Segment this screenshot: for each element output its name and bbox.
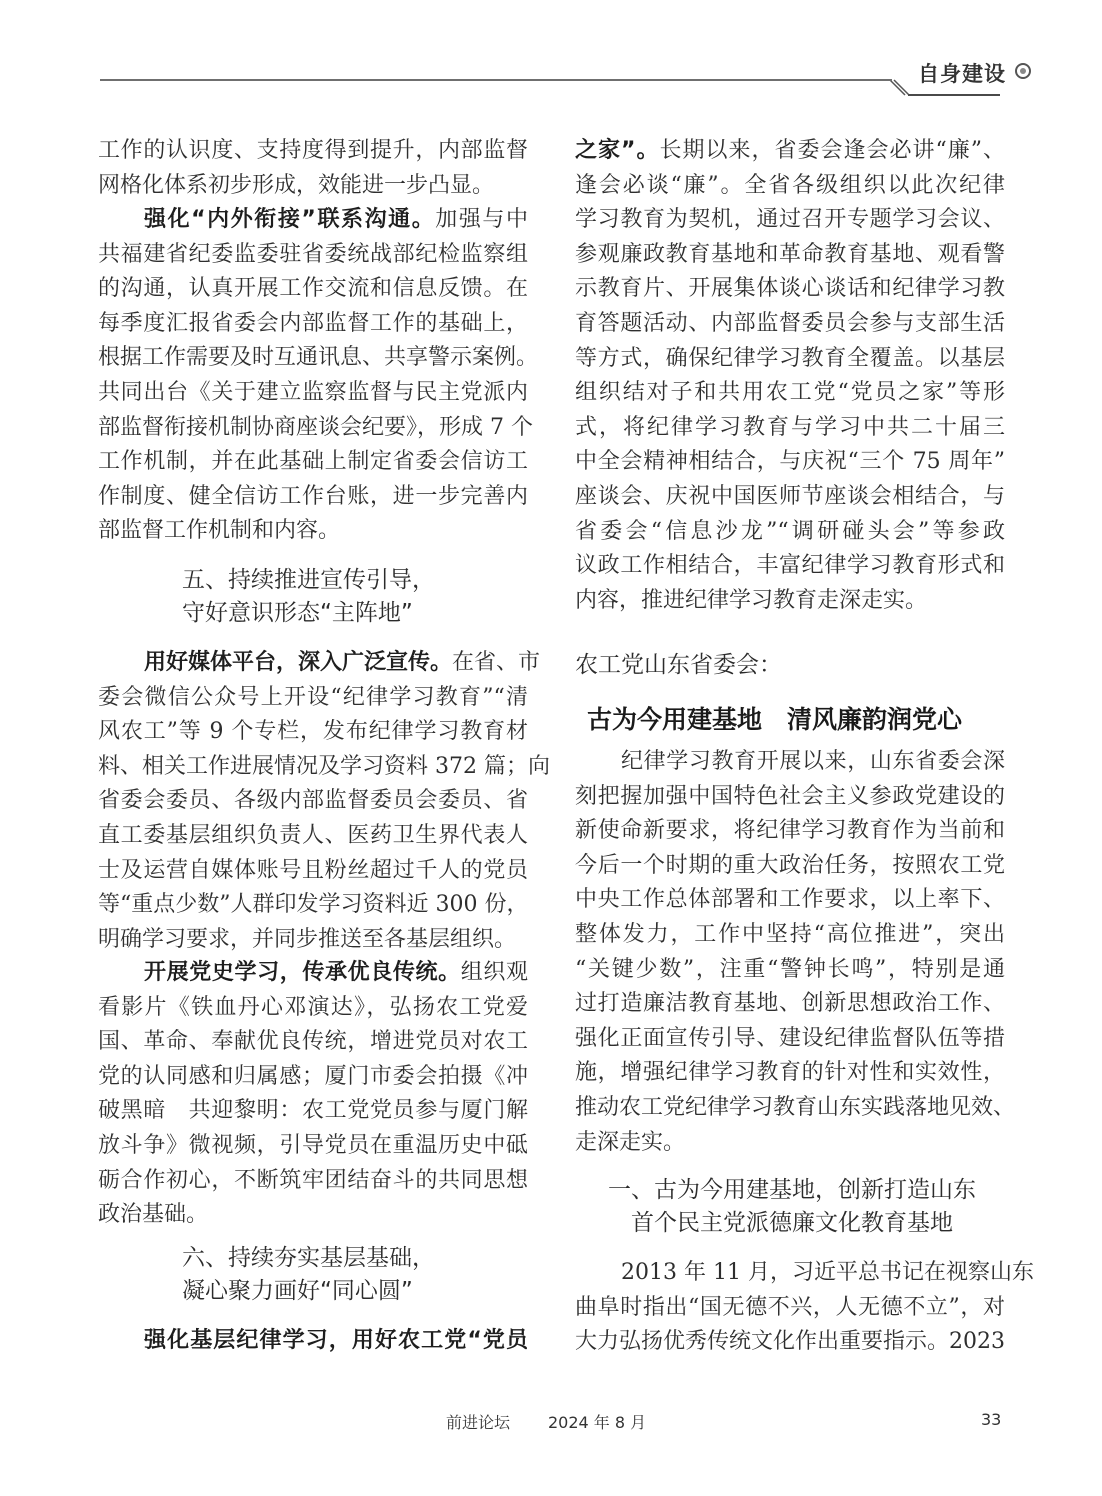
article-title: 古为今用建基地 清风廉韵润党心 <box>587 705 963 734</box>
text-line: 式，将纪律学习教育与学习中共二十届三 <box>575 414 1005 440</box>
paragraph-first-line <box>98 203 528 237</box>
text-line: 网格化体系初步形成，效能进一步凸显。 <box>98 172 495 198</box>
text-line: 士及运营自媒体账号且粉丝超过千人的党员 <box>98 857 528 883</box>
text-line: “关键少数”，注重“警钟长鸣”，特别是通 <box>575 956 1005 982</box>
text-line: 参观廉政教育基地和革命教育基地、观看警 <box>575 241 1005 267</box>
text-line: 2013 年 11 月，习近平总书记在视察山东 <box>621 1260 1034 1285</box>
text-line: 中全会精神相结合，与庆祝“三个 75 周年” <box>575 449 1005 475</box>
text-line: 政治基础。 <box>98 1202 209 1228</box>
text-line: 共同出台《关于建立监察监督与民主党派内 <box>98 380 528 405</box>
text-line: 明确学习要求，并同步推送至各基层组织。 <box>98 926 517 952</box>
text-line: 工作的认识度、支持度得到提升，内部监督 <box>98 138 528 163</box>
text-line: 新使命新要求，将纪律学习教育作为当前和 <box>575 818 1005 844</box>
text-line: 大力弘扬优秀传统文化作出重要指示。2023 <box>575 1329 1005 1355</box>
heading-line: 五、持续推进宣传引导， <box>182 567 435 593</box>
text-line: 党的认同感和归属感；厦门市委会拍摄《冲 <box>98 1063 528 1089</box>
text-line: 组织结对子和共用农工党“党员之家”等形 <box>575 380 1005 406</box>
text-line: 示教育片、开展集体谈心谈话和纪律学习教 <box>575 276 1005 302</box>
text-line: 曲阜时指出“国无德不兴，人无德不立”，对 <box>575 1294 1005 1320</box>
text-line: 的沟通，认真开展工作交流和信息反馈。在 <box>98 276 528 302</box>
text-line: 直工委基层组织负责人、医药卫生界代表人 <box>98 823 528 848</box>
header-slash-decoration <box>880 64 920 104</box>
text-line: 料、相关工作进展情况及学习资料 372 篇；向 <box>98 753 550 779</box>
section-heading <box>182 1242 435 1308</box>
text-line: 省委会委员、各级内部监督委员会委员、省 <box>98 788 528 814</box>
text-line: 强化正面宣传引导、建设纪律监督队伍等措 <box>575 1025 1005 1051</box>
text-line: 中央工作总体部署和工作要求，以上率下、 <box>575 887 1005 913</box>
heading-line: 凝心聚力画好“同心圆” <box>182 1278 413 1304</box>
text-line: 国、革命、奉献优良传统，增进党员对农工 <box>98 1029 528 1055</box>
text-line: 育答题活动、内部监督委员会参与支部生活 <box>575 311 1005 336</box>
text-line: 纪律学习教育开展以来，山东省委会深 <box>621 749 1005 774</box>
footer-issue: 2024 年 8 月 <box>548 1413 647 1432</box>
text-line: 根据工作需要及时互通讯息、共享警示案例。 <box>98 345 539 371</box>
text-line: 等“重点少数”人群印发学习资料近 300 份， <box>98 892 529 918</box>
paragraph-lead: 强化基层纪律学习，用好农工党“党员 <box>144 1328 528 1353</box>
text-line: 放斗争》微视频，引导党员在重温历史中砥 <box>98 1133 528 1158</box>
text-line: 部监督衔接机制协商座谈会纪要》，形成 7 个 <box>98 414 533 440</box>
heading-line: 六、持续夯实基层基础， <box>182 1245 435 1271</box>
heading-line: 守好意识形态“主阵地” <box>182 600 413 626</box>
text-line: 作制度、健全信访工作台账，进一步完善内 <box>98 483 528 509</box>
header-rule <box>100 79 890 81</box>
text: 组织观 <box>460 960 528 985</box>
footer-journal: 前进论坛 <box>446 1413 511 1432</box>
paragraph-lead: 之家”。 <box>575 138 660 163</box>
text-line: 等方式，确保纪律学习教育全覆盖。以基层 <box>575 345 1005 371</box>
text-line: 整体发力，工作中坚持“高位推进”，突出 <box>575 922 1005 947</box>
header-underline <box>908 94 1000 96</box>
text-line: 部监督工作机制和内容。 <box>98 518 341 544</box>
page-number: 33 <box>981 1410 1002 1429</box>
text-line: 看影片《铁血丹心邓演达》，弘扬农工党爱 <box>98 994 528 1020</box>
text: 长期以来，省委会逢会必讲“廉”、 <box>659 138 1005 163</box>
text-line: 推动农工党纪律学习教育山东实践落地见效、 <box>575 1095 1016 1120</box>
section-tag: 自身建设 <box>918 61 1006 86</box>
text-line: 每季度汇报省委会内部监督工作的基础上， <box>98 310 528 336</box>
paragraph-first-line <box>98 1324 528 1358</box>
paragraph-lead: 强化“内外衔接”联系沟通。 <box>144 207 436 232</box>
paragraph-lead: 开展党史学习，传承优良传统。 <box>144 960 461 985</box>
section-heading <box>182 564 435 630</box>
text-line: 学习教育为契机，通过召开专题学习会议、 <box>575 207 1005 233</box>
text-line: 省委会“信息沙龙”“调研碰头会”等参政 <box>575 518 1005 544</box>
paragraph-first-line <box>575 134 1005 168</box>
text-line: 内容，推进纪律学习教育走深走实。 <box>575 587 928 613</box>
text-line: 工作机制，并在此基础上制定省委会信访工 <box>98 449 528 475</box>
text-line: 座谈会、庆祝中国医师节座谈会相结合，与 <box>575 484 1005 509</box>
text-line: 逢会必谈“廉”。全省各级组织以此次纪律 <box>575 172 1005 198</box>
target-circle-icon <box>1015 63 1031 79</box>
text: 在省、市 <box>452 650 541 675</box>
text-line: 委会微信公众号上开设“纪律学习教育”“清 <box>98 684 528 710</box>
section-heading <box>587 1174 997 1240</box>
heading-line: 首个民主党派德廉文化教育基地 <box>631 1210 953 1236</box>
organization-name: 农工党山东省委会： <box>575 652 782 678</box>
heading-line: 一、古为今用建基地，创新打造山东 <box>608 1177 976 1203</box>
text-line: 共福建省纪委监委驻省委统战部纪检监察组 <box>98 241 528 267</box>
paragraph-lead: 用好媒体平台，深入广泛宣传。 <box>144 650 453 675</box>
text-line: 过打造廉洁教育基地、创新思想政治工作、 <box>575 991 1005 1017</box>
text-line: 施，增强纪律学习教育的针对性和实效性， <box>575 1060 1005 1086</box>
text-line: 今后一个时期的重大政治任务，按照农工党 <box>575 852 1005 878</box>
text: 加强与中 <box>435 207 528 232</box>
paragraph-first-line <box>98 646 541 680</box>
text-line: 砺合作初心，不断筑牢团结奋斗的共同思想 <box>98 1167 528 1193</box>
paragraph-first-line <box>98 956 528 990</box>
text-line: 风农工”等 9 个专栏，发布纪律学习教育材 <box>98 719 528 745</box>
text-line: 议政工作相结合，丰富纪律学习教育形式和 <box>575 553 1005 579</box>
text-line: 破黑暗 共迎黎明：农工党党员参与厦门解 <box>98 1098 528 1124</box>
text-line: 刻把握加强中国特色社会主义参政党建设的 <box>575 783 1005 809</box>
text-line: 走深走实。 <box>575 1129 686 1155</box>
